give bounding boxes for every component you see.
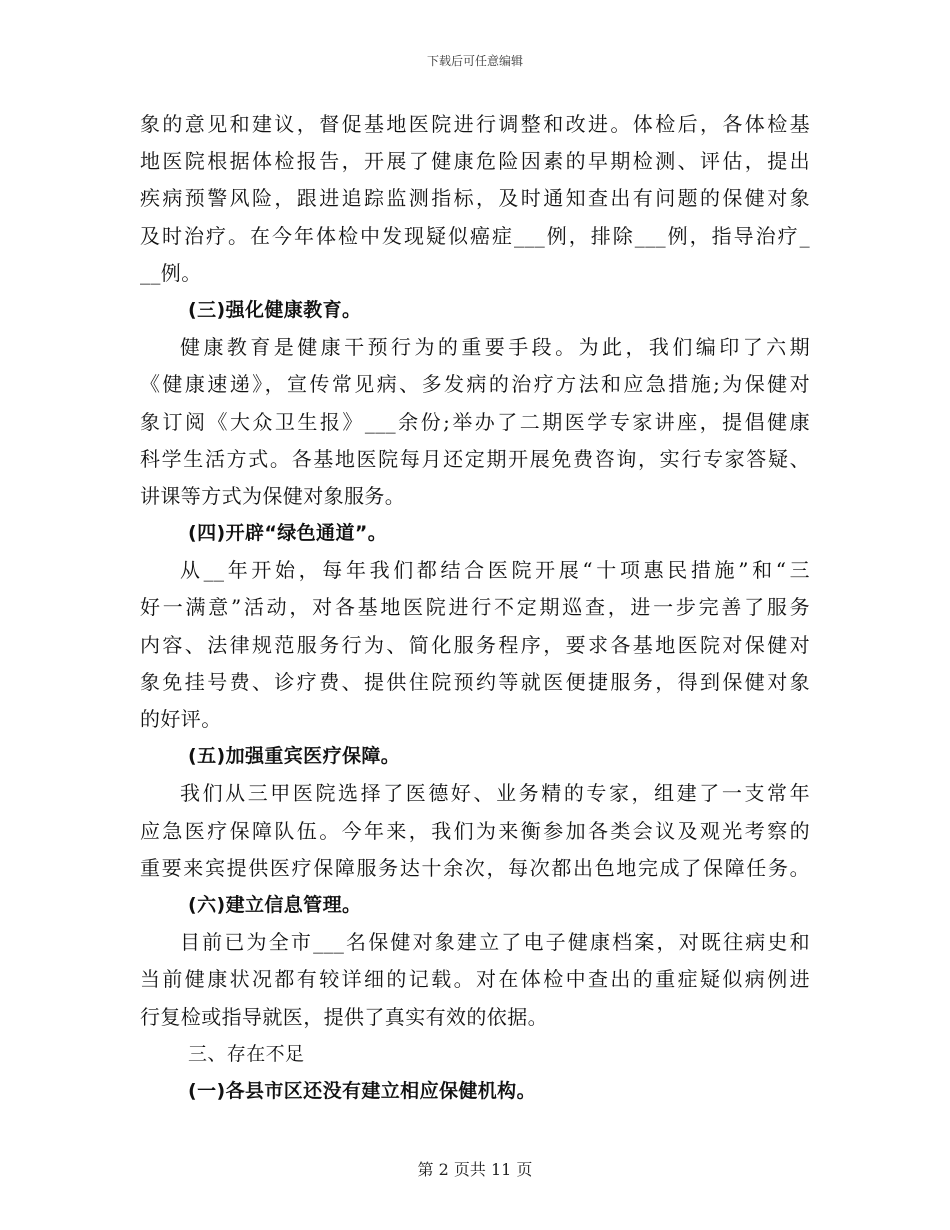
section-heading: (四)开辟“绿色通道”。 (188, 522, 388, 545)
section-heading: (一)各县市区还没有建立相应保健机构。 (188, 1079, 536, 1102)
body-line: 《健康速递》，宣传常见病、多发病的治疗方法和应急措施;为保健对 (140, 372, 810, 397)
body-line: 行复检或指导就医，提供了真实有效的依据。 (140, 1004, 548, 1029)
body-line: 地医院根据体检报告，开展了健康危险因素的早期检测、评估，提出 (140, 149, 810, 174)
section-heading: (五)加强重宾医疗保障。 (188, 745, 401, 768)
paragraph-first-line: 健康教育是健康干预行为的重要手段。为此，我们编印了六期 (180, 335, 810, 360)
body-line: 象的意见和建议，督促基地医院进行调整和改进。体检后，各体检基 (140, 112, 810, 136)
body-line: 重要来宾提供医疗保障服务达十余次，每次都出色地完成了保障任务。 (140, 855, 810, 880)
paragraph-first-line: 我们从三甲医院选择了医德好、业务精的专家，组建了一支常年 (180, 781, 810, 806)
paragraph-first-line: 目前已为全市___名保健对象建立了电子健康档案，对既往病史和 (180, 930, 810, 955)
paragraph-first-line: 从__年开始，每年我们都结合医院开展“十项惠民措施”和“三 (180, 558, 810, 583)
section-heading: (六)建立信息管理。 (188, 893, 362, 916)
body-line: 内容、法律规范服务行为、简化服务程序，要求各基地医院对保健对 (140, 632, 810, 657)
body-line: 应急医疗保障队伍。今年来，我们为来衡参加各类会议及观光考察的 (140, 818, 810, 843)
body-line: 好一满意”活动，对各基地医院进行不定期巡查，进一步完善了服务 (140, 595, 810, 620)
body-line: 象订阅《大众卫生报》___余份;举办了二期医学专家讲座，提倡健康 (140, 409, 810, 434)
page-header: 下载后可任意编辑 (426, 54, 523, 68)
body-line: 讲课等方式为保健对象服务。 (140, 483, 406, 508)
chapter-heading: 三、存在不足 (188, 1042, 305, 1065)
body-line: 及时治疗。在今年体检中发现疑似癌症___例，排除___例，指导治疗_ (140, 223, 810, 248)
body-line: 象免挂号费、诊疗费、提供住院预约等就医便捷服务，得到保健对象 (140, 669, 810, 694)
body-line: 当前健康状况都有较详细的记载。对在体检中查出的重症疑似病例进 (140, 967, 810, 992)
page-footer: 第 2 页共 11 页 (417, 1160, 533, 1179)
body-line: 科学生活方式。各基地医院每月还定期开展免费咨询，实行专家答疑、 (140, 446, 810, 471)
body-line: 的好评。 (140, 707, 222, 731)
body-line: 疾病预警风险，跟进追踪监测指标，及时通知查出有问题的保健对象 (140, 186, 810, 211)
document-body (140, 106, 810, 1110)
body-line: __例。 (140, 260, 202, 285)
section-heading: (三)强化健康教育。 (188, 298, 362, 321)
